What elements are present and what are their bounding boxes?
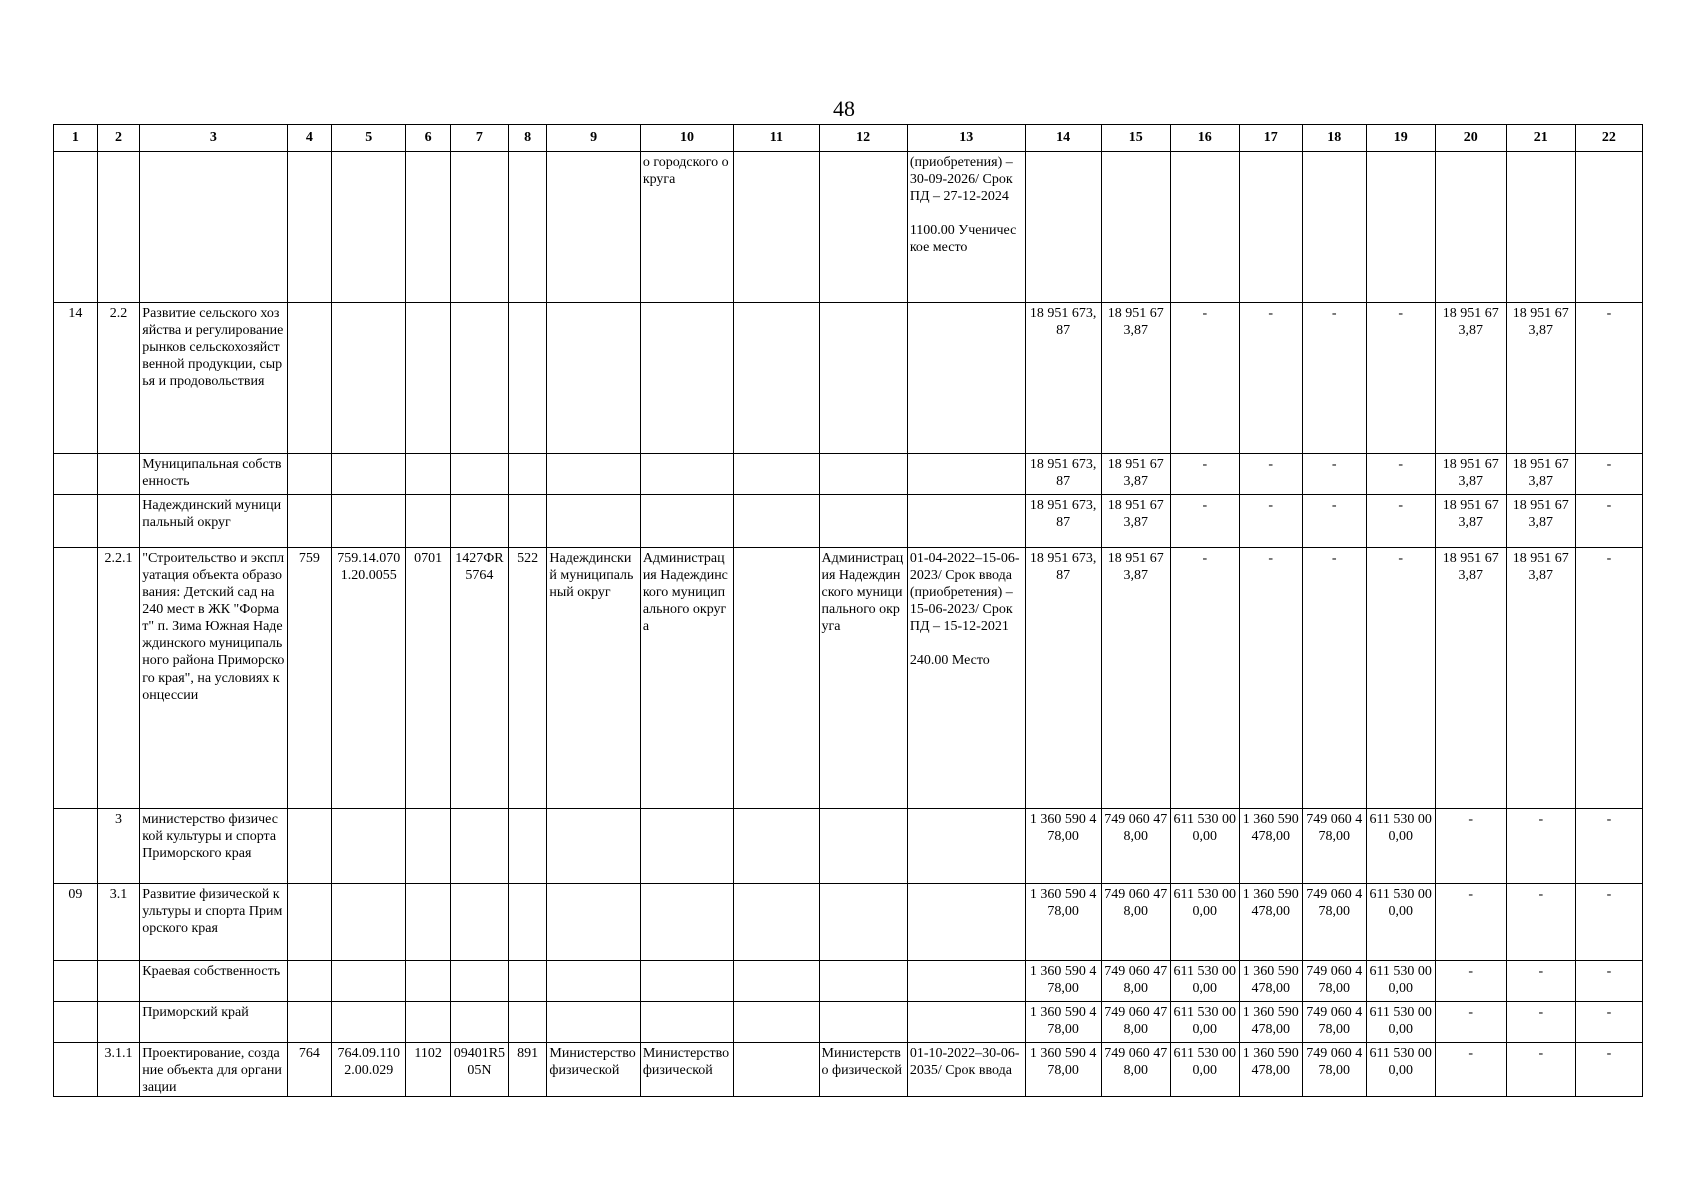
table-cell <box>819 495 907 548</box>
table-cell <box>450 303 508 454</box>
table-cell <box>450 884 508 961</box>
table-cell: 1 360 590 478,00 <box>1025 1002 1101 1043</box>
table-cell: Министерство физической <box>819 1043 907 1097</box>
table-cell: 18 951 673,87 <box>1025 454 1101 495</box>
table-cell <box>640 961 733 1002</box>
table-cell: - <box>1506 884 1575 961</box>
table-cell <box>734 454 819 495</box>
column-header: 17 <box>1239 125 1302 152</box>
table-cell: 1 360 590 478,00 <box>1239 884 1302 961</box>
table-cell <box>287 495 332 548</box>
table-cell: 1427ФR5764 <box>450 548 508 809</box>
table-cell: 1 360 590 478,00 <box>1025 809 1101 884</box>
table-cell: 749 060 478,00 <box>1101 809 1170 884</box>
column-header: 16 <box>1170 125 1239 152</box>
table-cell <box>734 495 819 548</box>
table-cell <box>54 548 98 809</box>
table-cell <box>54 1002 98 1043</box>
table-cell: - <box>1575 495 1642 548</box>
table-cell <box>406 495 451 548</box>
table-cell: 18 951 673,87 <box>1506 495 1575 548</box>
table-cell: 18 951 673,87 <box>1101 548 1170 809</box>
table-cell <box>547 303 640 454</box>
column-header: 14 <box>1025 125 1101 152</box>
column-header: 3 <box>140 125 287 152</box>
table-cell: Надеждинский муниципальный округ <box>547 548 640 809</box>
table-cell: - <box>1239 303 1302 454</box>
table-cell: 749 060 478,00 <box>1101 961 1170 1002</box>
column-header: 11 <box>734 125 819 152</box>
table-cell: 611 530 000,00 <box>1366 809 1435 884</box>
table-cell <box>907 961 1025 1002</box>
table-cell <box>907 1002 1025 1043</box>
table-cell <box>547 1002 640 1043</box>
table-cell <box>734 152 819 303</box>
column-header: 4 <box>287 125 332 152</box>
table-cell <box>54 1043 98 1097</box>
table-cell: Развитие сельского хозяйства и регулирование рынков сельскохозяйственной продукции, сырья и продовольствия <box>140 303 287 454</box>
table-cell <box>54 495 98 548</box>
table-cell: - <box>1506 1043 1575 1097</box>
table-row <box>54 152 1643 303</box>
table-cell: (приобретения) – 30-09-2026/ Срок ПД – 27-12-2024 1100.00 Ученическое место <box>907 152 1025 303</box>
table-cell: - <box>1366 454 1435 495</box>
table-cell: 18 951 673,87 <box>1435 495 1506 548</box>
column-header: 22 <box>1575 125 1642 152</box>
table-cell: о городского округа <box>640 152 733 303</box>
table-cell <box>907 303 1025 454</box>
column-header: 10 <box>640 125 733 152</box>
table-cell: 1 360 590 478,00 <box>1239 1002 1302 1043</box>
table-cell <box>332 152 406 303</box>
table-cell: 764.09.1102.00.029 <box>332 1043 406 1097</box>
table-cell: 3.1 <box>97 884 140 961</box>
table-cell <box>332 961 406 1002</box>
table-cell <box>406 961 451 1002</box>
table-cell <box>508 303 547 454</box>
header-row <box>54 125 1643 152</box>
table-cell: 611 530 000,00 <box>1366 884 1435 961</box>
table-cell: 611 530 000,00 <box>1170 1043 1239 1097</box>
table-cell <box>819 884 907 961</box>
table-cell: 2.2.1 <box>97 548 140 809</box>
table-cell <box>406 809 451 884</box>
table-cell <box>640 303 733 454</box>
table-cell <box>287 152 332 303</box>
column-header: 15 <box>1101 125 1170 152</box>
table-cell: Муниципальная собственность <box>140 454 287 495</box>
table-cell: - <box>1366 548 1435 809</box>
table-cell <box>508 454 547 495</box>
table-cell: 09401R505N <box>450 1043 508 1097</box>
table-cell: - <box>1239 548 1302 809</box>
table-cell: - <box>1302 548 1366 809</box>
table-cell: 749 060 478,00 <box>1101 884 1170 961</box>
table-cell <box>547 884 640 961</box>
table-cell: 3.1.1 <box>97 1043 140 1097</box>
table-cell <box>508 884 547 961</box>
table-cell <box>640 454 733 495</box>
table-cell: - <box>1575 303 1642 454</box>
table-row <box>54 548 1643 809</box>
table-cell: 611 530 000,00 <box>1170 884 1239 961</box>
table-cell <box>97 495 140 548</box>
table-cell: - <box>1575 1043 1642 1097</box>
table-cell: 749 060 478,00 <box>1302 809 1366 884</box>
column-header: 13 <box>907 125 1025 152</box>
table-cell: 749 060 478,00 <box>1302 1002 1366 1043</box>
table-cell: - <box>1170 548 1239 809</box>
table-row <box>54 1043 1643 1097</box>
table-cell: Министерство физической <box>547 1043 640 1097</box>
table-cell: 18 951 673,87 <box>1025 495 1101 548</box>
table-cell: 1 360 590 478,00 <box>1025 884 1101 961</box>
table-cell: Проектирование, создание объекта для организации <box>140 1043 287 1097</box>
column-header: 8 <box>508 125 547 152</box>
table-row <box>54 961 1643 1002</box>
table-cell: - <box>1575 884 1642 961</box>
table-cell <box>1506 152 1575 303</box>
table-cell <box>450 809 508 884</box>
table-cell <box>1239 152 1302 303</box>
table-cell: 3 <box>97 809 140 884</box>
table-cell <box>734 548 819 809</box>
table-cell: - <box>1170 495 1239 548</box>
table-cell: 1 360 590 478,00 <box>1239 809 1302 884</box>
table-cell: 18 951 673,87 <box>1025 548 1101 809</box>
table-cell: 891 <box>508 1043 547 1097</box>
table-cell: - <box>1575 961 1642 1002</box>
table-cell: 18 951 673,87 <box>1506 454 1575 495</box>
table-cell: - <box>1435 1043 1506 1097</box>
table-cell <box>734 884 819 961</box>
table-cell: 759 <box>287 548 332 809</box>
table-cell: 14 <box>54 303 98 454</box>
table-cell: - <box>1239 454 1302 495</box>
table-cell <box>640 1002 733 1043</box>
table-cell <box>97 454 140 495</box>
table-cell: 2.2 <box>97 303 140 454</box>
table-cell <box>734 961 819 1002</box>
page-number: 48 <box>833 96 855 121</box>
table-row <box>54 303 1643 454</box>
table-cell: "Строительство и эксплуатация объекта образования: Детский сад на 240 мест в ЖК "Формат" п. Зима Южная Надеждинского муниципального района Приморского края", на условиях концессии <box>140 548 287 809</box>
table-cell: Развитие физической культуры и спорта Приморского края <box>140 884 287 961</box>
table-row <box>54 809 1643 884</box>
table-cell <box>508 961 547 1002</box>
table-cell <box>54 454 98 495</box>
table-cell <box>332 303 406 454</box>
table-cell: 1102 <box>406 1043 451 1097</box>
table-cell: - <box>1366 495 1435 548</box>
column-header: 2 <box>97 125 140 152</box>
table-cell: 18 951 673,87 <box>1506 548 1575 809</box>
table-cell <box>547 961 640 1002</box>
table-cell <box>640 809 733 884</box>
table-cell <box>450 961 508 1002</box>
table-cell <box>287 454 332 495</box>
table-cell <box>287 961 332 1002</box>
column-header: 6 <box>406 125 451 152</box>
table-cell: - <box>1302 495 1366 548</box>
table-cell <box>287 884 332 961</box>
table-cell: Администрация Надеждинского муниципального округа <box>640 548 733 809</box>
table-cell: 18 951 673,87 <box>1101 303 1170 454</box>
table-cell <box>907 495 1025 548</box>
table-cell: Администрация Надеждинского муниципального округа <box>819 548 907 809</box>
table-body <box>54 152 1643 1097</box>
table-cell <box>819 303 907 454</box>
table-cell: - <box>1366 303 1435 454</box>
table-cell <box>287 303 332 454</box>
table-cell: 522 <box>508 548 547 809</box>
table-cell: Приморский край <box>140 1002 287 1043</box>
column-header: 5 <box>332 125 406 152</box>
table-cell <box>332 454 406 495</box>
table-cell <box>819 961 907 1002</box>
table-cell <box>1025 152 1101 303</box>
table-cell <box>450 495 508 548</box>
table-cell: - <box>1575 454 1642 495</box>
column-header: 18 <box>1302 125 1366 152</box>
table-cell: 611 530 000,00 <box>1170 809 1239 884</box>
table-cell: - <box>1435 961 1506 1002</box>
table-cell <box>97 152 140 303</box>
table-cell: 18 951 673,87 <box>1435 454 1506 495</box>
table-cell <box>332 809 406 884</box>
table-cell: 18 951 673,87 <box>1101 495 1170 548</box>
table-cell <box>332 495 406 548</box>
table-cell: - <box>1575 809 1642 884</box>
table-cell: - <box>1435 884 1506 961</box>
table-cell: - <box>1575 1002 1642 1043</box>
table-cell: - <box>1435 809 1506 884</box>
table-cell <box>547 495 640 548</box>
table-cell <box>332 884 406 961</box>
table-cell: министерство физической культуры и спорта Приморского края <box>140 809 287 884</box>
table-cell: Краевая собственность <box>140 961 287 1002</box>
table-cell <box>734 809 819 884</box>
column-header: 1 <box>54 125 98 152</box>
table-cell: Министерство физической <box>640 1043 733 1097</box>
table-cell: 0701 <box>406 548 451 809</box>
table-cell: 749 060 478,00 <box>1101 1002 1170 1043</box>
table-cell: - <box>1575 548 1642 809</box>
table-cell <box>547 809 640 884</box>
table-row <box>54 1002 1643 1043</box>
table-cell: 749 060 478,00 <box>1302 884 1366 961</box>
table-cell <box>406 1002 451 1043</box>
table-cell <box>734 303 819 454</box>
table-cell <box>508 495 547 548</box>
table-cell <box>907 809 1025 884</box>
table-cell <box>287 809 332 884</box>
table-cell: 611 530 000,00 <box>1170 1002 1239 1043</box>
table-cell <box>1575 152 1642 303</box>
table-cell: 18 951 673,87 <box>1435 548 1506 809</box>
table-cell: 01-10-2022–30-06-2035/ Срок ввода <box>907 1043 1025 1097</box>
table-row <box>54 495 1643 548</box>
table-cell <box>819 1002 907 1043</box>
table-cell: - <box>1170 454 1239 495</box>
table-cell <box>406 454 451 495</box>
table-cell <box>547 454 640 495</box>
column-header: 21 <box>1506 125 1575 152</box>
table-row <box>54 884 1643 961</box>
table-cell <box>1101 152 1170 303</box>
table-cell <box>907 454 1025 495</box>
table-cell <box>1302 152 1366 303</box>
table-cell: 611 530 000,00 <box>1366 961 1435 1002</box>
table-cell: 759.14.0701.20.0055 <box>332 548 406 809</box>
table-cell: 1 360 590 478,00 <box>1025 1043 1101 1097</box>
table-cell <box>332 1002 406 1043</box>
table-cell: 18 951 673,87 <box>1025 303 1101 454</box>
table-cell <box>819 152 907 303</box>
table-cell <box>140 152 287 303</box>
table-cell <box>734 1002 819 1043</box>
table-cell <box>406 152 451 303</box>
table-cell: - <box>1435 1002 1506 1043</box>
table-cell <box>1170 152 1239 303</box>
table-cell <box>287 1002 332 1043</box>
column-header: 7 <box>450 125 508 152</box>
table-cell <box>907 884 1025 961</box>
column-header: 12 <box>819 125 907 152</box>
table-cell: - <box>1506 1002 1575 1043</box>
table-cell <box>508 152 547 303</box>
table-cell: 1 360 590 478,00 <box>1239 961 1302 1002</box>
table-cell <box>450 1002 508 1043</box>
table-cell <box>734 1043 819 1097</box>
table-cell <box>450 152 508 303</box>
column-header: 19 <box>1366 125 1435 152</box>
table-cell: 1 360 590 478,00 <box>1025 961 1101 1002</box>
table-cell: 749 060 478,00 <box>1101 1043 1170 1097</box>
table-cell <box>508 809 547 884</box>
table-cell: 01-04-2022–15-06-2023/ Срок ввода (приобретения) – 15-06-2023/ Срок ПД – 15-12-2021 240.00 Место <box>907 548 1025 809</box>
table-cell <box>640 495 733 548</box>
table-cell <box>1366 152 1435 303</box>
table-cell: Надеждинский муниципальный округ <box>140 495 287 548</box>
table-cell <box>640 884 733 961</box>
table-cell: - <box>1506 809 1575 884</box>
table-cell <box>97 1002 140 1043</box>
budget-table <box>53 124 1643 1097</box>
table-cell: - <box>1302 303 1366 454</box>
table-cell: 611 530 000,00 <box>1366 1002 1435 1043</box>
table-cell <box>406 303 451 454</box>
table-cell <box>819 454 907 495</box>
table-cell: 1 360 590 478,00 <box>1239 1043 1302 1097</box>
table-cell <box>508 1002 547 1043</box>
table-cell: 18 951 673,87 <box>1101 454 1170 495</box>
table-cell <box>54 152 98 303</box>
table-cell <box>406 884 451 961</box>
table-cell <box>54 809 98 884</box>
table-cell <box>450 454 508 495</box>
table-cell <box>819 809 907 884</box>
column-header: 20 <box>1435 125 1506 152</box>
table-cell <box>97 961 140 1002</box>
table-cell: 611 530 000,00 <box>1170 961 1239 1002</box>
table-cell: 611 530 000,00 <box>1366 1043 1435 1097</box>
table-cell: 18 951 673,87 <box>1435 303 1506 454</box>
table-cell <box>547 152 640 303</box>
table-cell <box>1435 152 1506 303</box>
table-row <box>54 454 1643 495</box>
table-cell: 18 951 673,87 <box>1506 303 1575 454</box>
table-cell: 764 <box>287 1043 332 1097</box>
table-cell: 749 060 478,00 <box>1302 961 1366 1002</box>
table-cell: 749 060 478,00 <box>1302 1043 1366 1097</box>
table-cell: - <box>1239 495 1302 548</box>
table-cell: 09 <box>54 884 98 961</box>
table-cell: - <box>1170 303 1239 454</box>
table-cell: - <box>1506 961 1575 1002</box>
column-header: 9 <box>547 125 640 152</box>
table-cell: - <box>1302 454 1366 495</box>
table-cell <box>54 961 98 1002</box>
